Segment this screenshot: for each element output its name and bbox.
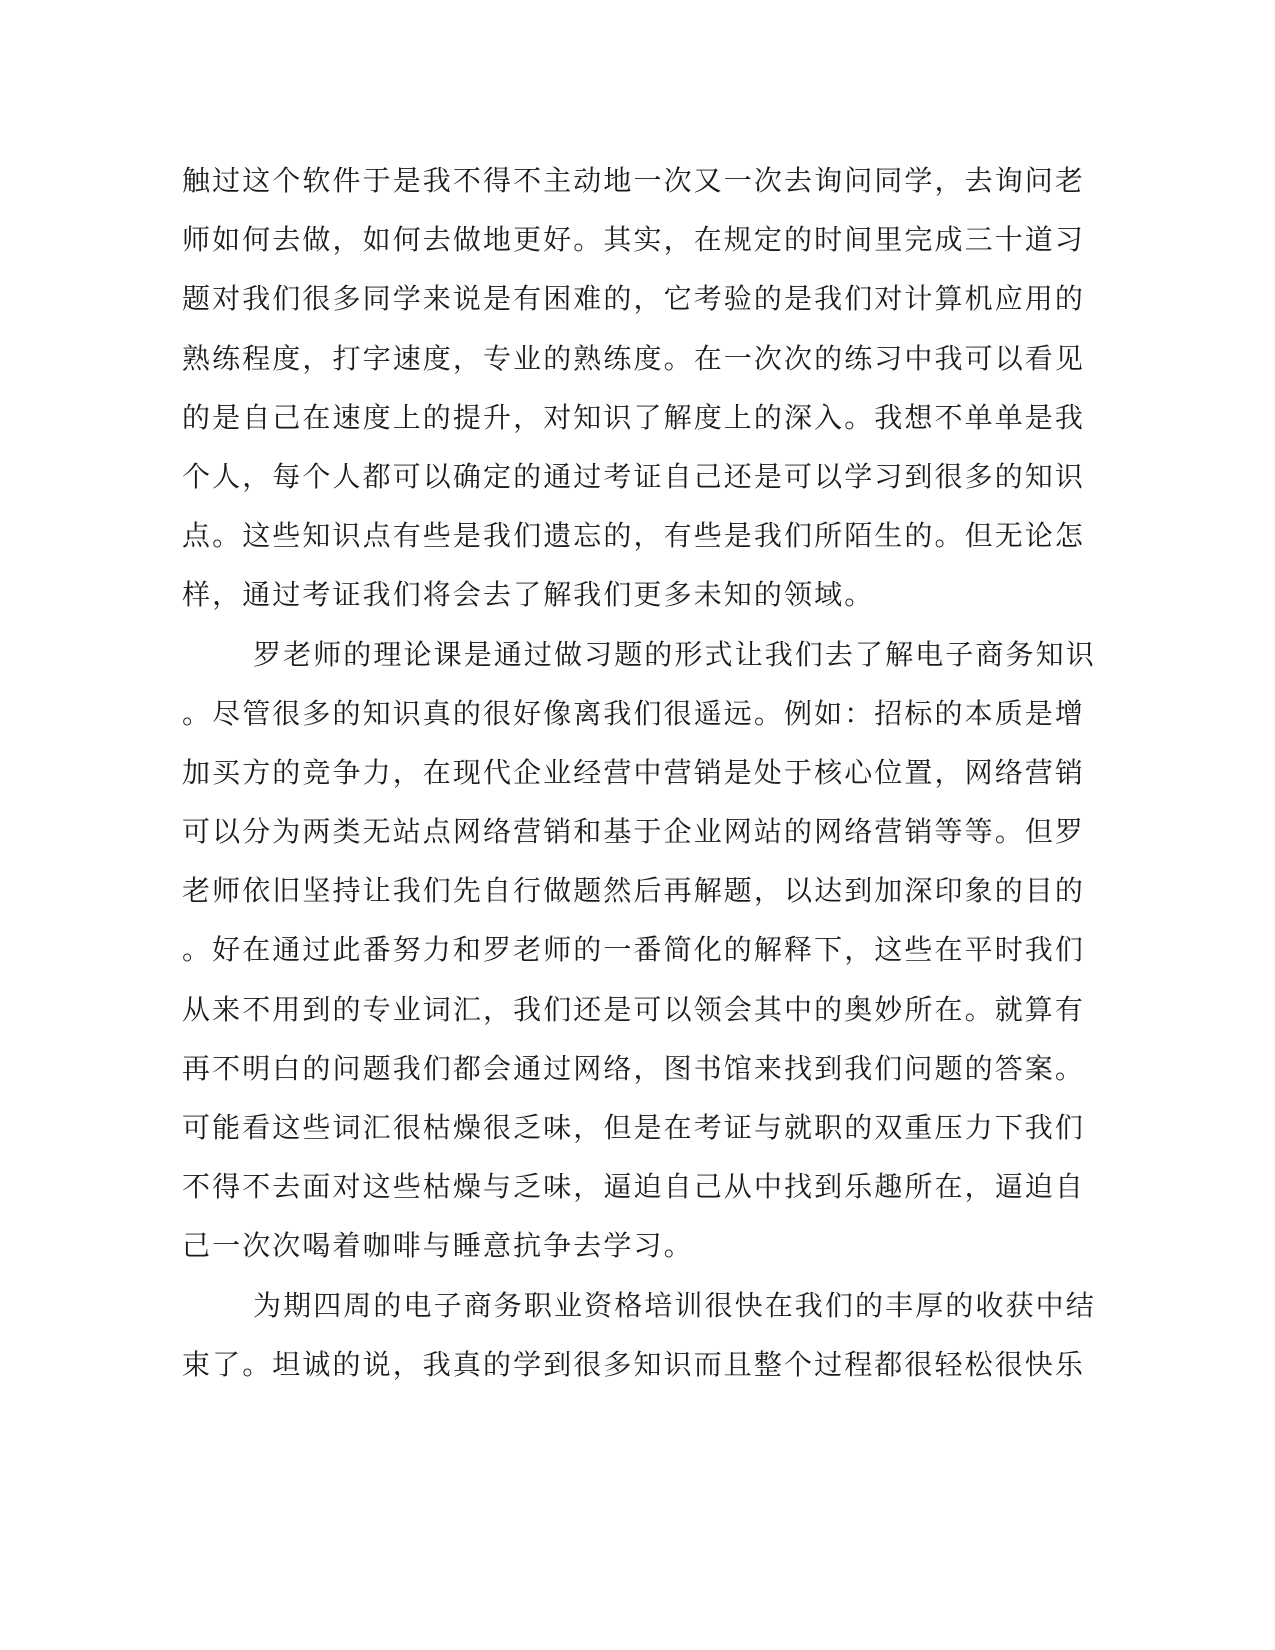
text-line: 不得不去面对这些枯燥与乏味，逼迫自己从中找到乐趣所在，逼迫自 [182, 1170, 1086, 1204]
text-line: 加买方的竞争力，在现代企业经营中营销是处于核心位置，网络营销 [182, 755, 1086, 789]
body-text [182, 160, 1096, 1403]
text-line: 再不明白的问题我们都会通过网络，图书馆来找到我们问题的答案。 [182, 1051, 1086, 1085]
text-line: 老师依旧坚持让我们先自行做题然后再解题，以达到加深印象的目的 [182, 874, 1086, 908]
text-line: 可以分为两类无站点网络营销和基于企业网站的网络营销等等。但罗 [182, 815, 1086, 849]
paragraph-start-line: 为期四周的电子商务职业资格培训很快在我们的丰厚的收获中结 [253, 1288, 1096, 1322]
text-line: 点。这些知识点有些是我们遗忘的，有些是我们所陌生的。但无论怎 [182, 519, 1086, 553]
text-line: 的是自己在速度上的提升，对知识了解度上的深入。我想不单单是我 [182, 400, 1086, 434]
text-line: 己一次次喝着咖啡与睡意抗争去学习。 [182, 1229, 694, 1263]
text-line: 束了。坦诚的说，我真的学到很多知识而且整个过程都很轻松很快乐 [182, 1347, 1086, 1381]
text-line: 题对我们很多同学来说是有困难的，它考验的是我们对计算机应用的 [182, 282, 1086, 316]
text-line: 。尽管很多的知识真的很好像离我们很遥远。例如：招标的本质是增 [182, 696, 1086, 730]
text-line: 。好在通过此番努力和罗老师的一番简化的解释下，这些在平时我们 [182, 933, 1086, 967]
paragraph-start-line: 罗老师的理论课是通过做习题的形式让我们去了解电子商务知识 [253, 637, 1096, 671]
text-line: 个人，每个人都可以确定的通过考证自己还是可以学习到很多的知识 [182, 459, 1086, 493]
text-line: 样，通过考证我们将会去了解我们更多未知的领域。 [182, 578, 875, 612]
text-line: 师如何去做，如何去做地更好。其实，在规定的时间里完成三十道习 [182, 223, 1086, 257]
text-line: 可能看这些词汇很枯燥很乏味，但是在考证与就职的双重压力下我们 [182, 1111, 1086, 1144]
text-line: 从来不用到的专业词汇，我们还是可以领会其中的奥妙所在。就算有 [182, 992, 1086, 1026]
text-line: 触过这个软件于是我不得不主动地一次又一次去询问同学，去询问老 [182, 164, 1086, 197]
text-line: 熟练程度，打字速度，专业的熟练度。在一次次的练习中我可以看见 [182, 341, 1086, 375]
